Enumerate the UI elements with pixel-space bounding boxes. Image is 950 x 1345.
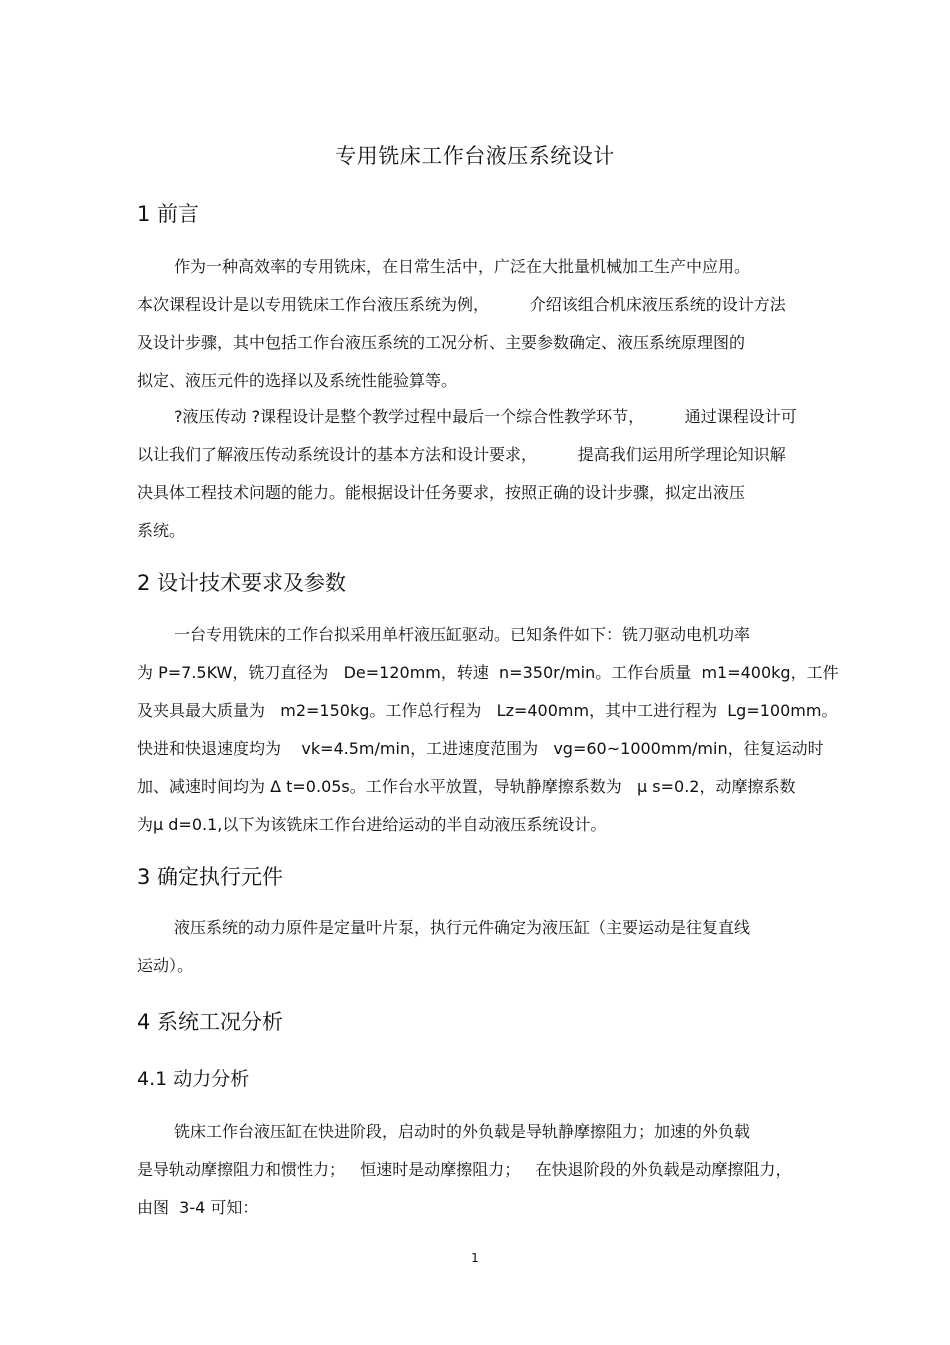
text-line: 由图 3-4 可知： xyxy=(137,1198,259,1217)
section-1-paragraph-1 xyxy=(137,248,857,400)
text-line: 加、减速时间均为 Δ t=0.05s。工作台水平放置，导轨静摩擦系数为 μ s=0.2，动摩擦系数 xyxy=(137,777,796,796)
section-3-paragraph-1 xyxy=(137,909,857,985)
text-line: 为μ d=0.1,以下为该铣床工作台进给运动的半自动液压系统设计。 xyxy=(137,815,607,834)
text-line: 及设计步骤，其中包括工作台液压系统的工况分析、主要参数确定、液压系统原理图的 xyxy=(137,333,746,352)
document-title: 专用铣床工作台液压系统设计 xyxy=(335,144,615,168)
text-line: 系统。 xyxy=(137,521,186,540)
section-4-1-heading: 4.1 动力分析 xyxy=(137,1068,250,1090)
section-1-paragraph-2 xyxy=(137,398,857,550)
text-line: 作为一种高效率的专用铣床，在日常生活中，广泛在大批量机械加工生产中应用。 xyxy=(174,257,751,276)
text-line: 及夹具最大质量为 m2=150kg。工作总行程为 Lz=400mm，其中工进行程为 Lg=100mm。 xyxy=(137,701,838,720)
text-line: 是导轨动摩擦阻力和惯性力； 恒速时是动摩擦阻力； 在快退阶段的外负载是动摩擦阻力， xyxy=(137,1160,792,1179)
text-line: 液压系统的动力原件是定量叶片泵，执行元件确定为液压缸（主要运动是往复直线 xyxy=(174,918,751,937)
page-number: 1 xyxy=(471,1251,479,1265)
text-line: 快进和快退速度均为 vk=4.5m/min，工进速度范围为 vg=60~1000mm/min，往复运动时 xyxy=(137,739,824,758)
text-line: 以让我们了解液压传动系统设计的基本方法和设计要求， 提高我们运用所学理论知识解 xyxy=(137,445,786,464)
text-line: 一台专用铣床的工作台拟采用单杆液压缸驱动。已知条件如下：铣刀驱动电机功率 xyxy=(174,625,751,644)
section-4-1-paragraph-1 xyxy=(137,1113,857,1227)
text-line: 铣床工作台液压缸在快进阶段，启动时的外负载是导轨静摩擦阻力；加速的外负载 xyxy=(174,1122,751,1141)
text-line: 本次课程设计是以专用铣床工作台液压系统为例， 介绍该组合机床液压系统的设计方法 xyxy=(137,295,786,314)
section-1-heading: 1 前言 xyxy=(137,202,200,226)
section-4-heading: 4 系统工况分析 xyxy=(137,1010,284,1034)
section-2-paragraph-1 xyxy=(137,616,857,844)
text-line: ?液压传动 ?课程设计是整个教学过程中最后一个综合性教学环节， 通过课程设计可 xyxy=(174,407,797,426)
text-line: 决具体工程技术问题的能力。能根据设计任务要求，按照正确的设计步骤，拟定出液压 xyxy=(137,483,746,502)
text-line: 拟定、液压元件的选择以及系统性能验算等。 xyxy=(137,371,458,390)
text-line: 为 P=7.5KW，铣刀直径为 De=120mm，转速 n=350r/min。工作台质量 m1=400kg，工件 xyxy=(137,663,839,682)
section-3-heading: 3 确定执行元件 xyxy=(137,865,284,889)
section-2-heading: 2 设计技术要求及参数 xyxy=(137,571,347,595)
text-line: 运动）。 xyxy=(137,956,194,975)
